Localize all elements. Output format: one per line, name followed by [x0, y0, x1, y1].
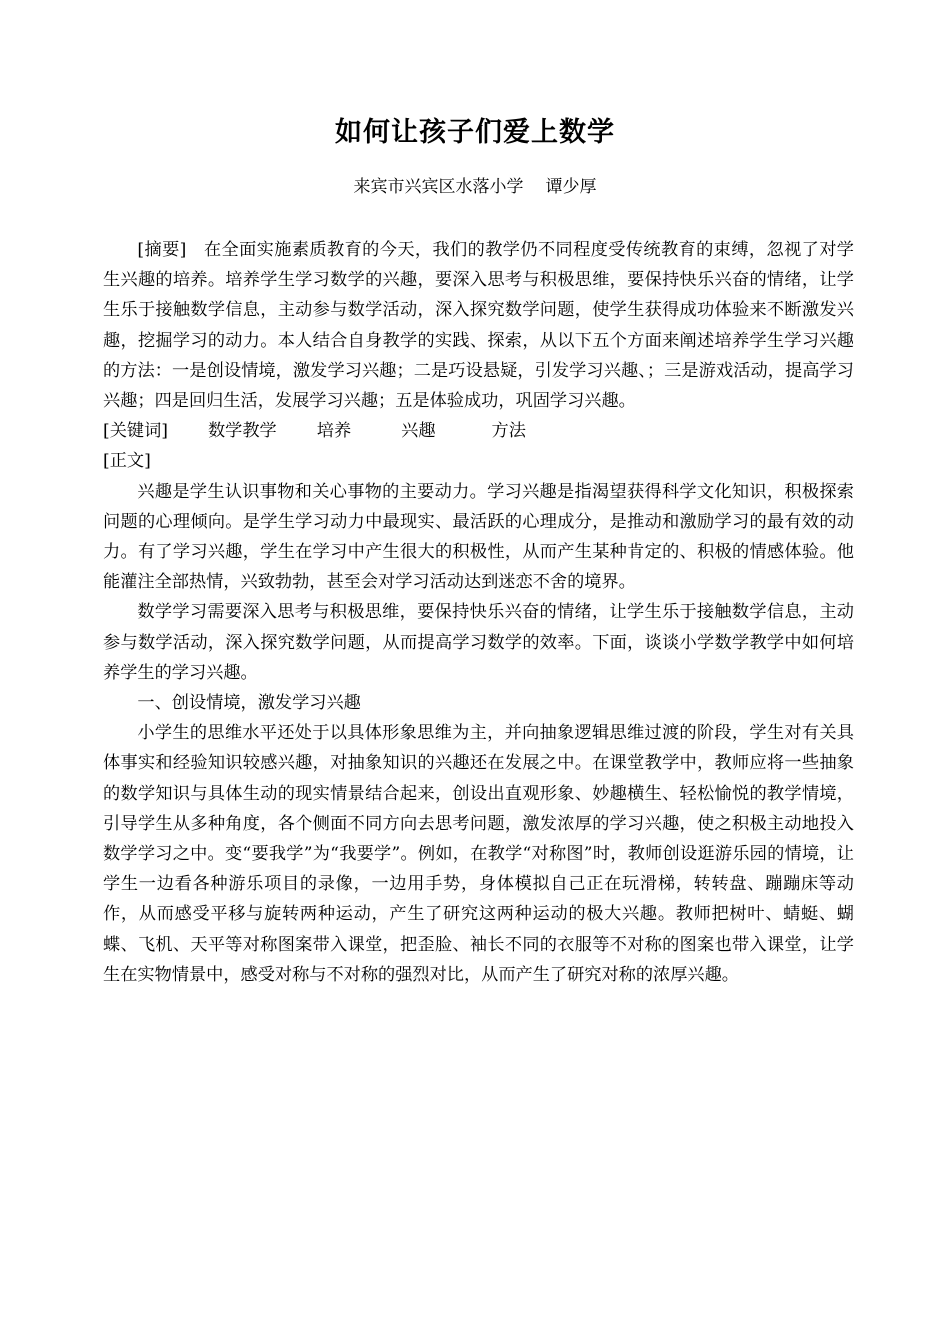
body-label: [正文]	[103, 451, 151, 472]
author-name: 谭少厚	[545, 177, 597, 197]
section-heading: 一、创设情境，激发学习兴趣	[137, 693, 361, 714]
body-paragraph: 数学学习需要深入思考与积极思维，要保持快乐兴奋的情绪，让学生乐于接触数学信息，主动参与数学活动，深入探究数学问题，从而提高学习数学的效率。下面，谈谈小学数学教学中如何培养学生的学习兴趣。	[103, 602, 854, 683]
body-paragraph: 兴趣是学生认识事物和关心事物的主要动力。学习兴趣是指渴望获得科学文化知识，积极探索问题的心理倾向。是学生学习动力中最现实、最活跃的心理成分，是推动和激励学习的最有效的动力。有了学习兴趣，学生在学习中产生很大的积极性，从而产生某种肯定的、积极的情感体验。他能灌注全部热情，兴致勃勃，甚至会对学习活动达到迷恋不舍的境界。	[103, 481, 854, 593]
document-title: 如何让孩子们爱上数学	[335, 117, 615, 148]
keywords-row	[103, 416, 854, 446]
keyword: 方法	[491, 421, 526, 442]
author-line	[0, 172, 950, 197]
keyword: 兴趣	[401, 421, 436, 442]
keyword: 数学教学	[207, 421, 277, 442]
author-school: 来宾市兴宾区水落小学	[353, 177, 524, 197]
keyword: 培养	[316, 421, 352, 442]
abstract-paragraph	[103, 235, 854, 416]
abstract-text: 在全面实施素质教育的今天，我们的教学仍不同程度受传统教育的束缚，忽视了对学生兴趣的培养。培养学生学习数学的兴趣，要深入思考与积极思维，要保持快乐兴奋的情绪，让学生乐于接触数学信息，主动参与数学活动，深入探究数学问题，使学生获得成功体验来不断激发兴趣，挖掘学习的动力。本人结合自身教学的实践、探索，从以下五个方面来阐述培养学生学习兴趣的方法：一是创设情境，激发学习兴趣；二是巧设悬疑，引发学习兴趣、；三是游戏活动，提高学习兴趣；四是回归生活，发展学习兴趣；五是体验成功，巩固学习兴趣。	[103, 240, 854, 412]
keywords-label: [关键词]	[103, 421, 168, 442]
document-body	[103, 235, 854, 990]
body-paragraph: 小学生的思维水平还处于以具体形象思维为主，并向抽象逻辑思维过渡的阶段，学生对有关具体事实和经验知识较感兴趣，对抽象知识的兴趣还在发展之中。在课堂教学中，教师应将一些抽象的数学知识与具体生动的现实情景结合起来，创设出直观形象、妙趣横生、轻松愉悦的教学情境，引导学生从多种角度，各个侧面不同方向去思考问题，激发浓厚的学习兴趣，使之积极主动地投入数学学习之中。变“要我学”为“我要学”。例如，在教学“对称图”时，教师创设逛游乐园的情境，让学生一边看各种游乐项目的录像，一边用手势，身体模拟自己正在玩滑梯，转转盘、蹦蹦床等动作，从而感受平移与旋转两种运动，产生了研究这两种运动的极大兴趣。教师把树叶、蜻蜓、蝴蝶、飞机、天平等对称图案带入课堂，把歪脸、袖长不同的衣服等不对称的图案也带入课堂，让学生在实物情景中，感受对称与不对称的强烈对比，从而产生了研究对称的浓厚兴趣。	[103, 723, 854, 985]
abstract-label: [摘要]	[137, 240, 187, 260]
